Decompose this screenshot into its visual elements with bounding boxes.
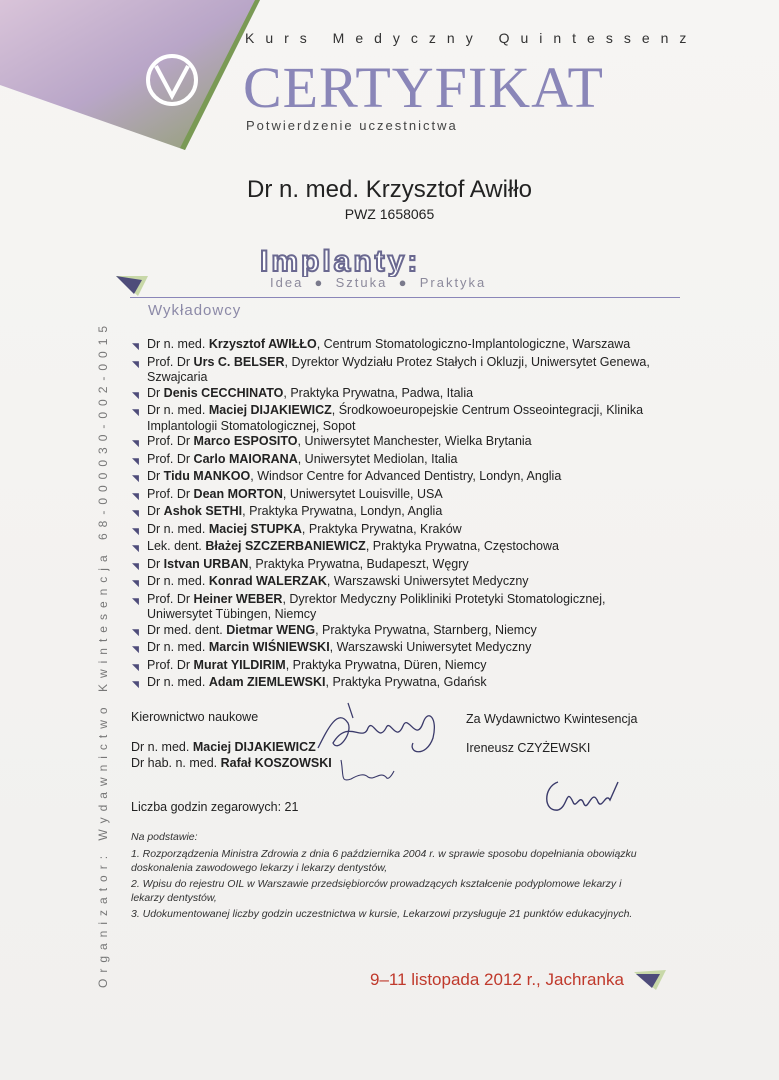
- lecturer-marker-icon: ◥: [132, 679, 139, 689]
- lecturer-marker-icon: ◥: [132, 595, 139, 606]
- lecturer-name: Denis CECCHINATO: [163, 385, 284, 400]
- lecturer-name: Marco ESPOSITO: [193, 434, 298, 448]
- lecturer-text: Dr n. med. Marcin WIŚNIEWSKI, Warszawski Uniwersytet Medyczny: [147, 640, 532, 654]
- lecturer-marker-icon: ◥: [132, 508, 139, 518]
- scientific-person-2: Dr hab. n. med. Rafał KOSZOWSKI: [131, 756, 332, 770]
- lecturer-text: Prof. Dr Murat YILDIRIM, Praktyka Prywatna, Düren, Niemcy: [147, 657, 487, 672]
- lecturer-text: Dr n. med. Krzysztof AWIŁŁO, Centrum Stomatologiczno-Implantologiczne, Warszawa: [147, 337, 631, 351]
- tagline-praktyka: Praktyka: [419, 275, 487, 290]
- legal-basis-item: 2. Wpisu do rejestru OIL w Warszawie przedsiębiorców prowadzących kształcenie podyplomowe lekarzy i lekarzy dentystów,: [131, 878, 622, 904]
- lecturer-name: Adam ZIEMLEWSKI: [208, 675, 326, 689]
- implanty-logo: [258, 245, 498, 277]
- lecturer-text: Prof. Dr Dean MORTON, Uniwersytet Louisville, USA: [147, 486, 443, 501]
- organizer-vertical: Organizator: Wydawnictwo Kwintesencja 68-000030-002-0015: [96, 319, 110, 988]
- lecturer-name: Błażej SZCZERBANIEWICZ: [205, 539, 366, 553]
- lecturer-marker-icon: ◥: [132, 389, 139, 400]
- signature-koszowski: [336, 755, 396, 785]
- lecturer-marker-icon: ◥: [132, 490, 139, 501]
- lecturer-row: [132, 403, 652, 434]
- lecturer-name: Carlo MAIORANA: [193, 451, 298, 466]
- lecturer-text: Dr med. dent. Dietmar WENG, Praktyka Prywatna, Starnberg, Niemcy: [147, 622, 537, 637]
- implanty-logo-text: Implanty:: [260, 245, 421, 277]
- lecturer-name: Krzysztof AWIŁŁO: [208, 337, 317, 351]
- date-mark-icon: [632, 968, 668, 992]
- lecturer-row: [132, 522, 652, 540]
- course-tagline: [270, 275, 486, 290]
- lecturer-marker-icon: ◥: [132, 661, 139, 672]
- lecturer-text: Lek. dent. Błażej SZCZERBANIEWICZ, Praktyka Prywatna, Częstochowa: [147, 539, 559, 553]
- scientific-label: Kierownictwo naukowe: [131, 710, 259, 724]
- lecturer-row: [132, 539, 652, 557]
- lecturer-text: Prof. Dr Marco ESPOSITO, Uniwersytet Manchester, Wielka Brytania: [147, 434, 532, 448]
- lecturer-row: [132, 469, 652, 487]
- quintessenz-logo: [0, 0, 260, 150]
- lecturer-text: Prof. Dr Urs C. BELSER, Dyrektor Wydziału Protez Stałych i Okluzji, Uniwersytet Genewa, Szwajcaria: [147, 354, 650, 384]
- legal-basis-heading: Na podstawie:: [131, 831, 198, 843]
- certificate-title: CERTYFIKAT: [243, 55, 604, 120]
- lecturer-row: [132, 386, 652, 404]
- lecturer-row: [132, 557, 652, 575]
- bullet-icon: ●: [308, 275, 331, 290]
- lecturer-row: [132, 623, 652, 641]
- lecturer-text: Prof. Dr Carlo MAIORANA, Uniwersytet Mediolan, Italia: [147, 451, 458, 466]
- lecturer-name: Maciej STUPKA: [208, 521, 302, 536]
- lecturer-row: [132, 452, 652, 470]
- lecturer-marker-icon: ◥: [132, 438, 139, 448]
- lecturer-text: Dr Istvan URBAN, Praktyka Prywatna, Budapeszt, Węgry: [147, 556, 469, 571]
- tagline-sztuka: Sztuka: [335, 275, 388, 290]
- legal-basis: [131, 830, 651, 923]
- scientific-person-1: Dr n. med. Maciej DIJAKIEWICZ: [131, 740, 316, 754]
- lecturer-name: Maciej DIJAKIEWICZ: [208, 403, 332, 417]
- lecturer-marker-icon: ◥: [132, 525, 139, 536]
- lecturer-name: Marcin WIŚNIEWSKI: [208, 640, 330, 654]
- lecturer-marker-icon: ◥: [132, 560, 139, 571]
- lecturer-row: [132, 675, 652, 693]
- lecturer-marker-icon: ◥: [132, 578, 139, 588]
- lecturer-row: [132, 434, 652, 452]
- lecturer-name: Dean MORTON: [193, 486, 283, 501]
- legal-basis-item: 1. Rozporządzenia Ministra Zdrowia z dnia 6 października 2004 r. w sprawie sposobu dopełniania obowiązku doskonalenia zawodowego lekarzy i lekarzy dentystów,: [131, 848, 637, 874]
- lecturer-row: [132, 355, 652, 386]
- lecturer-name: Ashok SETHI: [163, 504, 243, 518]
- lecturer-name: Dietmar WENG: [226, 622, 316, 637]
- lecturers-list: [132, 337, 652, 693]
- tagline-idea: Idea: [270, 275, 304, 290]
- lecturer-marker-icon: ◥: [132, 407, 139, 417]
- hours-count: Liczba godzin zegarowych: 21: [131, 800, 299, 814]
- lecturer-text: Dr Denis CECCHINATO, Praktyka Prywatna, Padwa, Italia: [147, 385, 474, 400]
- lecturer-text: Dr n. med. Konrad WALERZAK, Warszawski Uniwersytet Medyczny: [147, 574, 529, 588]
- lecturer-row: [132, 504, 652, 522]
- lecturer-name: Tidu MANKOO: [163, 469, 251, 483]
- lecturer-marker-icon: ◥: [132, 341, 139, 351]
- participant-pwz: PWZ 1658065: [344, 206, 435, 222]
- lecturer-marker-icon: ◥: [132, 644, 139, 654]
- lecturer-text: Dr Tidu MANKOO, Windsor Centre for Advanced Dentistry, Londyn, Anglia: [147, 469, 562, 483]
- lecturers-heading: Wykładowcy: [148, 302, 242, 319]
- certificate-subtitle: Potwierdzenie uczestnictwa: [246, 118, 458, 133]
- lecturer-text: Dr n. med. Adam ZIEMLEWSKI, Praktyka Prywatna, Gdańsk: [147, 675, 487, 689]
- lecturer-name: Heiner WEBER: [193, 591, 283, 606]
- lecturer-name: Urs C. BELSER: [193, 354, 285, 369]
- publisher-label: Za Wydawnictwo Kwintesencja: [466, 712, 638, 726]
- lecturer-row: [132, 487, 652, 505]
- lecturer-row: [132, 574, 652, 592]
- lecturer-row: [132, 640, 652, 658]
- signature-czyzewski: [538, 772, 628, 817]
- course-date: 9–11 listopada 2012 r., Jachranka: [370, 970, 624, 989]
- lecturer-marker-icon: ◥: [132, 455, 139, 466]
- section-rule: [130, 297, 680, 298]
- lecturer-row: [132, 592, 652, 623]
- lecturer-text: Dr Ashok SETHI, Praktyka Prywatna, Londyn, Anglia: [147, 504, 443, 518]
- lecturer-marker-icon: ◥: [132, 543, 139, 553]
- course-line: Kurs Medyczny Quintessenz: [245, 30, 698, 46]
- lecturer-text: Dr n. med. Maciej STUPKA, Praktyka Prywatna, Kraków: [147, 521, 462, 536]
- lecturer-marker-icon: ◥: [132, 473, 139, 483]
- lecturer-marker-icon: ◥: [132, 626, 139, 637]
- publisher-person: Ireneusz CZYŻEWSKI: [466, 741, 591, 755]
- lecturer-text: Prof. Dr Heiner WEBER, Dyrektor Medyczny Polikliniki Protetyki Stomatologicznej, Uniwersytet Tübingen, Niemcy: [147, 591, 606, 621]
- corner-mark-icon: [112, 272, 152, 300]
- lecturer-row: [132, 337, 652, 355]
- lecturer-name: Konrad WALERZAK: [208, 574, 327, 588]
- lecturer-row: [132, 658, 652, 676]
- legal-basis-item: 3. Udokumentowanej liczby godzin uczestnictwa w kursie, Lekarzowi przysługuje 21 punktów edukacyjnych.: [131, 908, 633, 920]
- lecturer-name: Murat YILDIRIM: [193, 657, 286, 672]
- lecturer-name: Istvan URBAN: [163, 556, 249, 571]
- participant-name: Dr n. med. Krzysztof Awiłło: [247, 176, 532, 203]
- lecturer-text: Dr n. med. Maciej DIJAKIEWICZ, Środkowoeuropejskie Centrum Osseointegracji, Klinika Implantologii Stomatologicznej, Sopot: [147, 403, 644, 433]
- bullet-icon: ●: [393, 275, 415, 290]
- lecturer-marker-icon: ◥: [132, 358, 139, 369]
